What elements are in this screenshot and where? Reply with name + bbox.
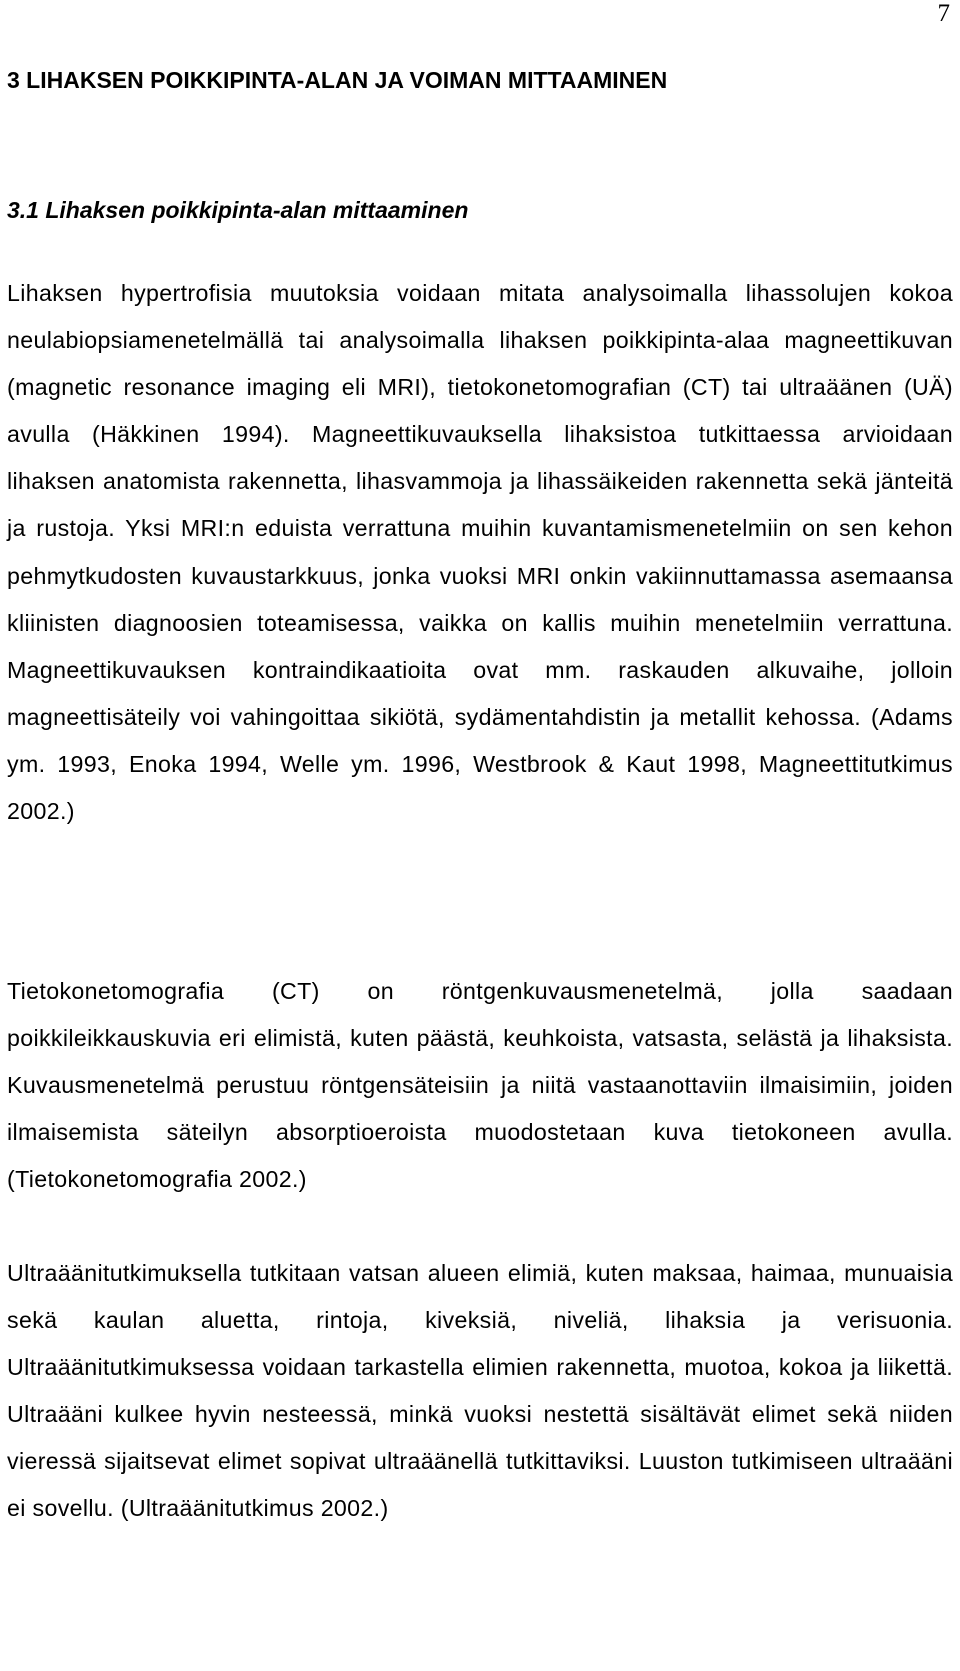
section-title: 3.1 Lihaksen poikkipinta-alan mittaaminen [7, 197, 469, 223]
chapter-title: 3 LIHAKSEN POIKKIPINTA-ALAN JA VOIMAN MITTAAMINEN [7, 67, 668, 93]
page-number: 7 [937, 0, 950, 27]
body-paragraph-ct: Tietokonetomografia (CT) on röntgenkuvausmenetelmä, jolla saadaan poikkileikkauskuvia eri elimistä, kuten päästä, keuhkoista, vatsasta, selästä ja lihaksista. Kuvausmenetelmä perustuu röntgensäteisiin ja niitä vastaanottaviin ilmaisimiin, joiden ilmaisemista säteilyn absorptioeroista muodostetaan kuva tietokoneen avulla. (Tietokonetomografia 2002.) [7, 978, 953, 1193]
body-paragraph-ultrasound: Ultraäänitutkimuksella tutkitaan vatsan alueen elimiä, kuten maksaa, haimaa, munuaisia sekä kaulan aluetta, rintoja, kiveksiä, niveliä, lihaksia ja verisuonia. Ultraäänitutkimuksessa voidaan tarkastella elimien rakennetta, muotoa, kokoa ja liikettä. Ultraääni kulkee hyvin nesteessä, minkä vuoksi nestettä sisältävät elimet sekä niiden vieressä sijaitsevat elimet sopivat ultraäänellä tutkittaviksi. Luuston tutkimiseen ultraääni ei sovellu. (Ultraäänitutkimus 2002.) [7, 1260, 953, 1522]
body-paragraph-mri: Lihaksen hypertrofisia muutoksia voidaan mitata analysoimalla lihassolujen kokoa neulabiopsiamenetelmällä tai analysoimalla lihaksen poikkipinta-alaa magneettikuvan (magnetic resonance imaging eli MRI), tietokonetomografian (CT) tai ultraäänen (UÄ) avulla (Häkkinen 1994). Magneettikuvauksella lihaksistoa tutkittaessa arvioidaan lihaksen anatomista rakennetta, lihasvammoja ja lihassäikeiden rakennetta sekä jänteitä ja rustoja. Yksi MRI:n eduista verrattuna muihin kuvantamismenetelmiin on sen kehon pehmytkudosten kuvaustarkkuus, jonka vuoksi MRI onkin vakiinnuttamassa asemaansa kliinisten diagnoosien toteamisessa, vaikka on kallis muihin menetelmiin verrattuna. Magneettikuvauksen kontraindikaatioita ovat mm. raskauden alkuvaihe, jolloin magneettisäteily voi vahingoittaa sikiötä, sydämentahdistin ja metallit kehossa. (Adams ym. 1993, Enoka 1994, Welle ym. 1996, Westbrook & Kaut 1998, Magneettitutkimus 2002.) [7, 280, 953, 825]
